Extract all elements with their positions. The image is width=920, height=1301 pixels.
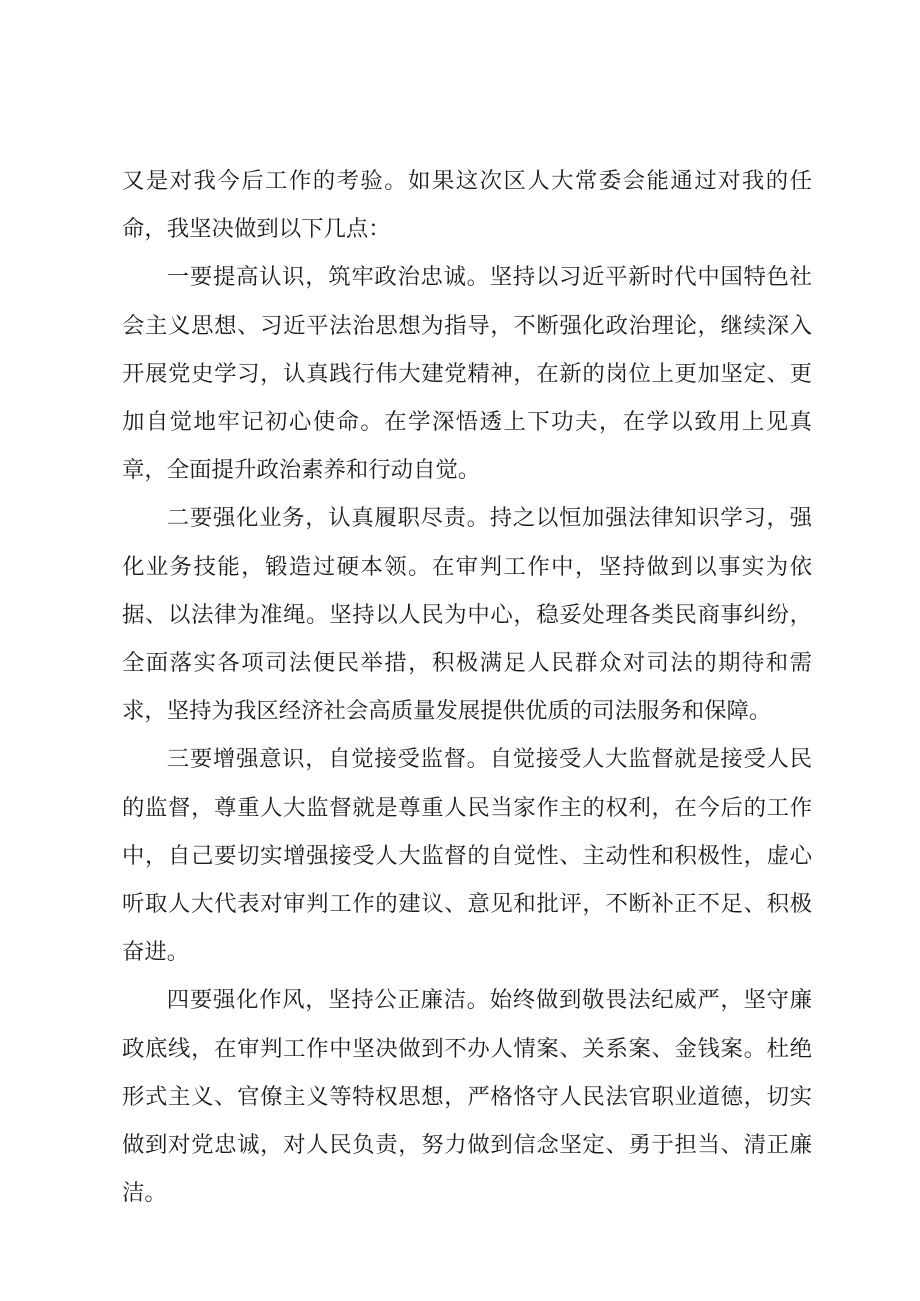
paragraph-point-2: 二要强化业务，认真履职尽责。持之以恒加强法律知识学习，强化业务技能，锻造过硬本领。在审判工作中，坚持做到以事实为依据、以法律为准绳。坚持以人民为中心，稳妥处理各类民商事纠纷，全面落实各项司法便民举措，积极满足人民群众对司法的期待和需求，坚持为我区经济社会高质量发展提供优质的司法服务和保障。 <box>122 505 812 725</box>
paragraph-point-3: 三要增强意识，自觉接受监督。自觉接受人大监督就是接受人民的监督，尊重人大监督就是尊重人民当家作主的权利，在今后的工作中，自己要切实增强接受人大监督的自觉性、主动性和积极性，虚心听取人大代表对审判工作的建议、意见和批评，不断补正不足、积极奋进。 <box>122 746 812 966</box>
paragraph-point-4: 四要强化作风，坚持公正廉洁。始终做到敬畏法纪威严，坚守廉政底线，在审判工作中坚决做到不办人情案、关系案、金钱案。杜绝形式主义、官僚主义等特权思想，严格恪守人民法官职业道德，切实做到对党忠诚，对人民负责，努力做到信念坚定、勇于担当、清正廉洁。 <box>122 987 812 1207</box>
paragraph-point-1: 一要提高认识，筑牢政治忠诚。坚持以习近平新时代中国特色社会主义思想、习近平法治思想为指导，不断强化政治理论，继续深入开展党史学习，认真践行伟大建党精神，在新的岗位上更加坚定、更加自觉地牢记初心使命。在学深悟透上下功夫，在学以致用上见真章，全面提升政治素养和行动自觉。 <box>122 264 812 484</box>
paragraph-intro: 又是对我今后工作的考验。如果这次区人大常委会能通过对我的任命，我坚决做到以下几点： <box>122 168 812 243</box>
document-body <box>122 157 812 1217</box>
